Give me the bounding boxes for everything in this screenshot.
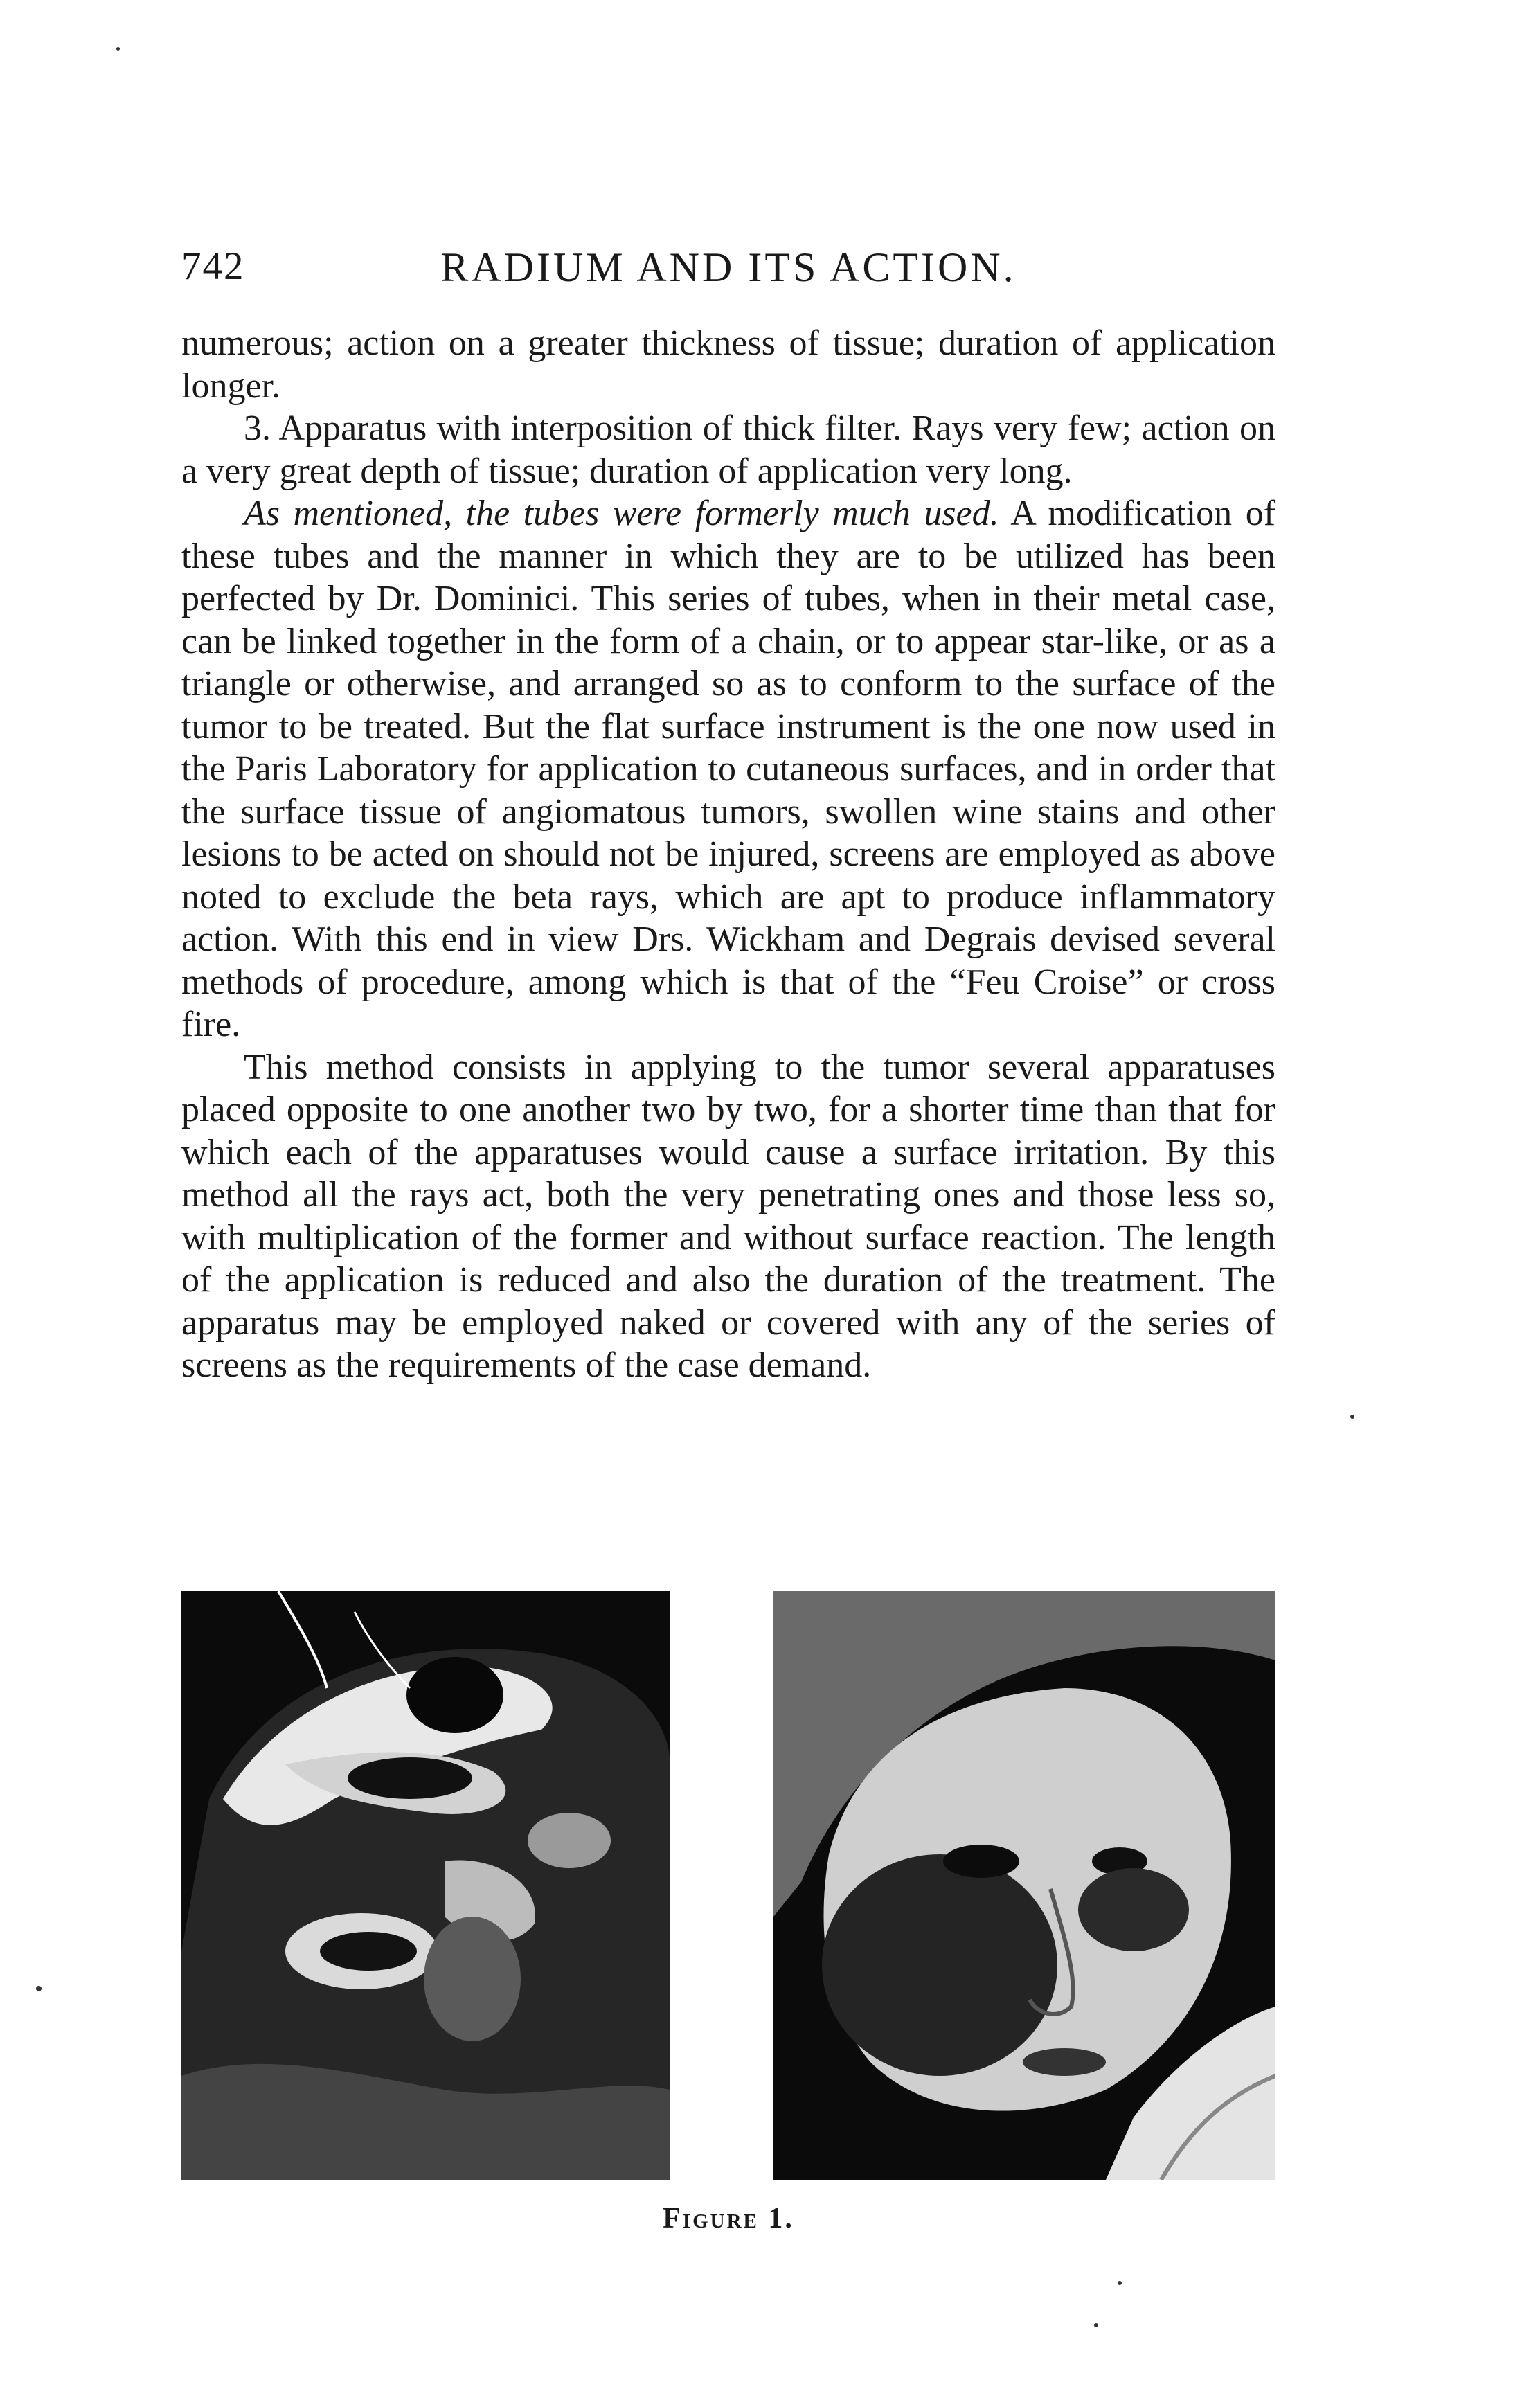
scan-speck [116,47,120,51]
scan-speck [36,1986,42,1991]
paragraph-3 [181,492,1275,1046]
body-text [181,322,1275,1387]
scan-speck [1118,2281,1122,2285]
patient-photo-before [181,1591,670,2180]
scan-speck [1094,2323,1098,2327]
paragraph-3-text: A modification of these tubes and the manner in which they are to be utilized has been perfected by Dr. Dominici. This series of tubes, when in their metal case, can be linked together in the form of a chain, or to appear star-like, or as a triangle or otherwise, and arranged so as to conform to the surface of the tumor to be treated. But the flat surface instrument is the one now used in the Paris Laboratory for application to cutaneous surfaces, and in order that the surface tissue of angiomatous tumors, swollen wine stains and other lesions to be acted on should not be injured, screens are employed as above noted to exclude the beta rays, which are apt to produce inflammatory action. With this end in view Drs. Wickham and Degrais devised several methods of procedure, among which is that of the “Feu Croise” or cross fire. [181,494,1276,1044]
paragraph-3-italic: As mentioned, the tubes were formerly much used. [244,494,999,533]
running-title: RADIUM AND ITS ACTION. [440,244,1017,290]
scan-speck [1350,1415,1354,1419]
page-header [181,244,1275,306]
paragraph-4: This method consists in applying to the tumor several apparatuses placed opposite to one another two by two, for a shorter time than that for which each of the apparatuses would cause a surface irritation. By this method all the rays act, both the very penetrating ones and those less so, with multiplication of the former and without surface reaction. The length of the application is reduced and also the duration of the treatment. The apparatus may be employed naked or covered with any of the series of screens as the requirements of the case demand. [181,1047,1275,1385]
figure-1 [181,1591,1275,2180]
patient-photo-before-image [181,1591,670,2180]
patient-photo-after-image [773,1591,1275,2180]
paragraph-2: 3. Apparatus with interposition of thick filter. Rays very few; action on a very great depth of tissue; duration of application very long. [181,409,1275,491]
figure-caption: Figure 1. [663,2203,794,2234]
figure-divider [670,1591,773,2180]
patient-photo-after [773,1591,1275,2180]
paragraph-1: numerous; action on a greater thickness of tissue; duration of application longer. [181,323,1275,406]
page-number: 742 [181,244,245,288]
